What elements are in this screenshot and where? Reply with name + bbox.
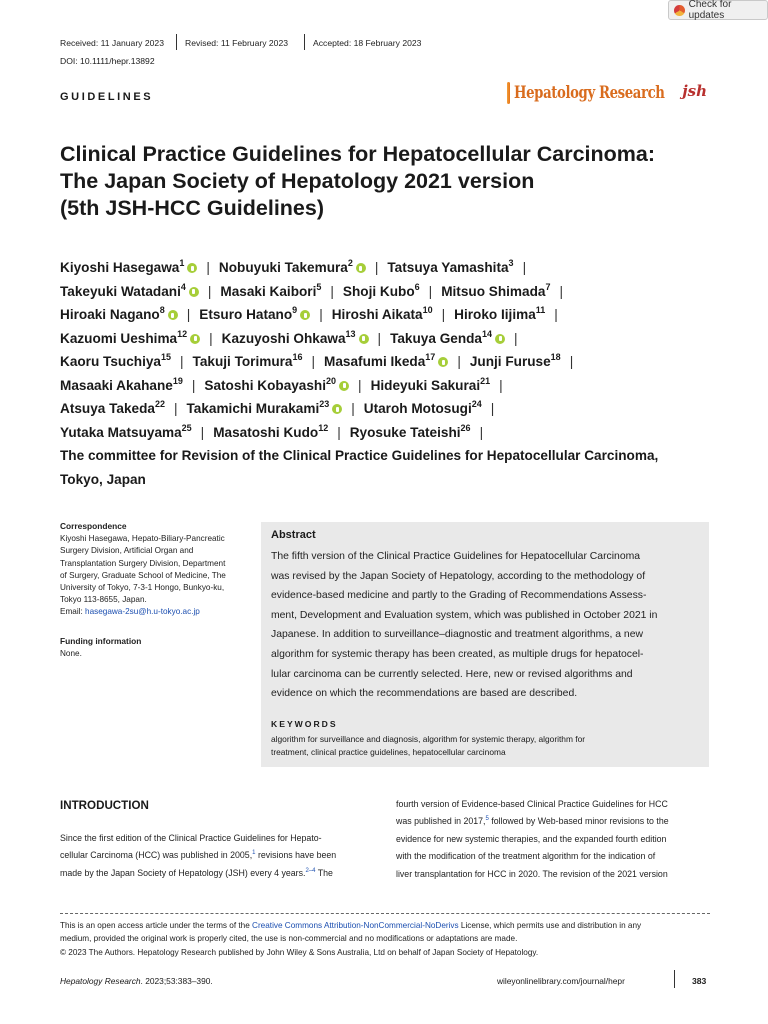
- author-separator: |: [319, 307, 323, 322]
- intro-text: evidence for new systemic therapies, and the expanded fourth edition: [396, 833, 667, 844]
- correspondence-email: [60, 606, 250, 618]
- affiliation-number: 1: [179, 258, 185, 268]
- author-line: [60, 397, 730, 421]
- author[interactable]: [470, 354, 561, 369]
- author[interactable]: [187, 401, 343, 416]
- author-separator: |: [206, 260, 210, 275]
- article-title: [60, 141, 720, 222]
- author-separator: |: [377, 330, 382, 346]
- intro-line: [60, 847, 373, 864]
- author-separator: |: [522, 260, 527, 275]
- email-label: Email:: [60, 607, 86, 617]
- orcid-icon[interactable]: [168, 310, 178, 320]
- affiliation-number: 21: [480, 375, 491, 386]
- author-separator: |: [330, 283, 334, 299]
- intro-line: [396, 866, 709, 883]
- intro-text: was published in 2017,: [396, 816, 486, 827]
- affiliation-number: 14: [482, 328, 493, 339]
- footnote-divider: [60, 913, 710, 914]
- license-notice: [60, 919, 715, 959]
- intro-line: [396, 831, 709, 848]
- author[interactable]: [349, 422, 471, 440]
- journal-name: Hepatology Research: [60, 976, 141, 986]
- intro-text: made by the Japan Society of Hepatology (JSH) every 4 years.: [60, 867, 306, 878]
- author-name: Kaoru Tsuchiya: [60, 354, 161, 369]
- affiliation-number: 17: [425, 352, 436, 362]
- title-line: (5th JSH-HCC Guidelines): [60, 196, 324, 220]
- affiliation-number: 11: [535, 305, 546, 315]
- orcid-icon[interactable]: [359, 334, 369, 344]
- author[interactable]: [220, 281, 322, 299]
- funding-text: None.: [60, 648, 82, 658]
- author-separator: |: [173, 401, 178, 416]
- author[interactable]: [342, 281, 420, 299]
- author[interactable]: [204, 375, 349, 393]
- author[interactable]: [387, 260, 513, 275]
- author-name: Hiroko Iijima: [454, 307, 536, 322]
- check-for-updates-label: Check for updates: [688, 0, 732, 21]
- orcid-icon[interactable]: [438, 357, 448, 367]
- affiliation-number: 26: [460, 422, 471, 433]
- affiliation-number: 15: [160, 352, 171, 362]
- author-separator: |: [554, 307, 558, 322]
- intro-text: with the modification of the treatment algorithm for the indication of: [396, 851, 656, 862]
- author-name: Hiroshi Aikata: [331, 307, 423, 322]
- author-name: Satoshi Kobayashi: [204, 377, 327, 393]
- author[interactable]: [364, 401, 482, 416]
- author[interactable]: [221, 328, 369, 346]
- abstract-line: algorithm for systemic therapy has been created, as multiple drugs for hepatocel-: [271, 648, 644, 660]
- author-separator: |: [200, 424, 205, 440]
- author-name: Shoji Kubo: [342, 283, 415, 299]
- author-separator: |: [337, 424, 341, 440]
- citation-ref[interactable]: 5: [485, 816, 489, 823]
- author-name: Kazuyoshi Ohkawa: [221, 330, 346, 346]
- author-separator: |: [351, 401, 355, 416]
- affiliation-number: 10: [422, 305, 433, 315]
- revised-date: Revised: 11 February 2023: [185, 38, 289, 48]
- author-name: Takuji Torimura: [192, 354, 293, 369]
- author-separator: |: [207, 283, 212, 299]
- author-separator: |: [514, 330, 518, 346]
- correspondence-line: Kiyoshi Hasegawa, Hepato-Biliary-Pancreatic: [60, 534, 225, 544]
- abstract-line: evidence on which the recommendations are based are described.: [271, 688, 578, 700]
- abstract-line: ment, Development and Evaluation system, which was published in October 2021 in: [271, 609, 658, 621]
- orcid-icon[interactable]: [356, 263, 366, 273]
- accepted-date: Accepted: 18 February 2023: [313, 38, 422, 48]
- correspondence-line: of Surgery, Graduate School of Medicine, The: [60, 570, 226, 580]
- title-line: Clinical Practice Guidelines for Hepatocellular Carcinoma:: [60, 142, 656, 166]
- author-name: Masaaki Akahane: [60, 377, 173, 393]
- author-separator: |: [180, 354, 184, 369]
- author-line: [60, 374, 730, 398]
- author[interactable]: [60, 375, 183, 393]
- author-name: Hideyuki Sakurai: [370, 377, 481, 393]
- abstract-line: evidence-based medicine and partly to the Grading of Recommendations Assess-: [271, 590, 647, 602]
- introduction-heading: INTRODUCTION: [60, 799, 149, 812]
- author-separator: |: [186, 307, 191, 322]
- author-name: Nobuyuki Takemura: [218, 260, 348, 275]
- affiliation-number: 7: [545, 281, 551, 292]
- author-line: [60, 280, 730, 304]
- header-divider: [176, 34, 177, 50]
- abstract-heading: Abstract: [271, 529, 316, 541]
- author[interactable]: [213, 422, 329, 440]
- section-label: GUIDELINES: [60, 91, 154, 103]
- intro-text: liver transplantation for HCC in 2020. The revision of the 2021 version: [396, 868, 668, 879]
- author-separator: |: [457, 354, 461, 369]
- citation-ref[interactable]: 1: [252, 850, 256, 857]
- author-separator: |: [191, 377, 196, 393]
- author-name: Junji Furuse: [469, 354, 551, 369]
- author-separator: |: [499, 377, 503, 393]
- author-line: [60, 350, 730, 374]
- journal-logo: [507, 80, 707, 106]
- check-for-updates-button[interactable]: [668, 0, 768, 20]
- orcid-icon[interactable]: [189, 287, 199, 297]
- author-name: Masafumi Ikeda: [324, 354, 426, 369]
- author-name: Ryosuke Tateishi: [349, 424, 461, 440]
- author-name: Kazuomi Ueshima: [60, 330, 178, 346]
- doi[interactable]: DOI: 10.1111/hepr.13892: [60, 56, 155, 66]
- affiliation-number: 12: [177, 328, 188, 339]
- affiliation-number: 22: [154, 399, 165, 409]
- license-link[interactable]: Creative Commons Attribution-NonCommercial-NoDerivs: [252, 921, 459, 930]
- introduction-right-column: [396, 796, 709, 883]
- correspondence-line: University of Tokyo, 7-3-1 Hongo, Bunkyo-ku,: [60, 583, 225, 593]
- author[interactable]: [60, 281, 199, 299]
- author-name: Yutaka Matsuyama: [60, 424, 182, 440]
- affiliation-number: 23: [319, 399, 330, 409]
- author[interactable]: [60, 354, 171, 369]
- author-separator: |: [209, 330, 213, 346]
- author[interactable]: [390, 328, 505, 346]
- author[interactable]: [454, 307, 545, 322]
- intro-text: fourth version of Evidence-based Clinical Practice Guidelines for HCC: [396, 799, 668, 809]
- abstract-box: [261, 522, 709, 767]
- author-separator: |: [374, 260, 379, 275]
- affiliation-number: 3: [508, 258, 514, 268]
- journal-website[interactable]: wileyonlinelibrary.com/journal/hepr: [497, 976, 625, 986]
- author-separator: |: [479, 424, 484, 440]
- author-name: Tatsuya Yamashita: [387, 260, 509, 275]
- abstract-line: lular carcinoma can be currently selected. Here, new or revised algorithms and: [271, 668, 633, 680]
- page-number: 383: [692, 976, 707, 986]
- author[interactable]: [60, 307, 178, 322]
- abstract-line: Japanese. In addition to surveillance–diagnostic and treatment algorithms, a new: [271, 629, 643, 641]
- citation-text: . 2023;53:383–390.: [140, 976, 213, 986]
- author-separator: |: [441, 307, 446, 322]
- correspondence-line: Transplantation Surgery Division, Department: [60, 558, 226, 568]
- title-line: The Japan Society of Hepatology 2021 version: [60, 169, 535, 193]
- author-name: Masatoshi Kudo: [213, 424, 319, 440]
- orcid-icon[interactable]: [332, 404, 342, 414]
- intro-text: revisions have been: [255, 850, 337, 861]
- author-name: Takamichi Murakami: [186, 401, 320, 416]
- crossmark-icon: [674, 5, 685, 16]
- email-link[interactable]: hasegawa-2su@h.u-tokyo.ac.jp: [85, 607, 200, 617]
- committee-affiliation: [60, 444, 730, 491]
- journal-citation: [60, 976, 213, 986]
- author[interactable]: [60, 328, 200, 346]
- affiliation-number: 2: [347, 258, 353, 268]
- intro-line: [396, 813, 709, 830]
- author-line: [60, 256, 730, 280]
- author[interactable]: [324, 354, 448, 369]
- keywords-label: KEYWORDS: [271, 719, 338, 729]
- license-line-1: [60, 919, 715, 932]
- author[interactable]: [441, 281, 551, 299]
- affiliation-number: 25: [181, 422, 192, 433]
- introduction-left-column: [60, 830, 373, 882]
- author-name: Utaroh Motosugi: [363, 401, 472, 416]
- correspondence-line: Tokyo 113-8655, Japan.: [60, 595, 147, 605]
- author-separator: |: [569, 354, 574, 369]
- author-line: [60, 303, 730, 327]
- affiliation-number: 6: [414, 281, 420, 292]
- keywords-line: treatment, clinical practice guidelines, hepatocellular carcinoma: [271, 746, 506, 757]
- correspondence-line: Surgery Division, Artificial Organ and: [60, 546, 194, 556]
- author-line: [60, 327, 730, 351]
- article-sidebar: [60, 520, 250, 660]
- abstract-line: was revised by the Japan Society of Hepatology, according to the methodology of: [271, 570, 646, 582]
- keywords-line: algorithm for surveillance and diagnosis, algorithm for systemic therapy, algorithm for: [271, 734, 586, 744]
- author-line: [60, 421, 730, 445]
- orcid-icon[interactable]: [190, 334, 200, 344]
- author-name: Atsuya Takeda: [60, 401, 155, 416]
- affiliation-number: 19: [172, 375, 183, 386]
- author[interactable]: [60, 260, 197, 275]
- copyright-line: © 2023 The Authors. Hepatology Research published by John Wiley & Sons Australia, Ltd on behalf of Japan Society of Hepatology.: [60, 947, 539, 957]
- license-text: License, which permits use and distribution in any: [458, 921, 642, 930]
- author-separator: |: [490, 401, 495, 416]
- footer-divider: [674, 970, 675, 988]
- author[interactable]: [193, 354, 303, 369]
- author-name: Etsuro Hatano: [199, 307, 293, 322]
- abstract-body: [271, 547, 701, 704]
- author-name: Hiroaki Nagano: [60, 307, 160, 322]
- abstract-line: The fifth version of the Clinical Practice Guidelines for Hepatocellular Carcinoma: [271, 551, 641, 562]
- license-text: This is an open access article under the terms of the: [60, 921, 253, 930]
- affiliation-number: 12: [318, 422, 329, 433]
- author-separator: |: [559, 283, 563, 299]
- orcid-icon[interactable]: [300, 310, 310, 320]
- jsh-logo: jsh: [682, 82, 707, 100]
- author-separator: |: [311, 354, 316, 369]
- committee-line: The committee for Revision of the Clinical Practice Guidelines for Hepatocellular Carcinoma,: [60, 448, 659, 463]
- header-divider: [304, 34, 305, 50]
- journal-logo-mark: [507, 82, 510, 104]
- intro-text: The: [315, 867, 333, 878]
- committee-line: Tokyo, Japan: [60, 471, 146, 487]
- affiliation-number: 9: [292, 305, 298, 315]
- received-date: Received: 11 January 2023: [60, 38, 164, 48]
- intro-text: Since the first edition of the Clinical Practice Guidelines for Hepato-: [60, 833, 322, 843]
- affiliation-number: 5: [316, 281, 322, 292]
- author-name: Takeyuki Watadani: [60, 283, 181, 299]
- intro-line: [396, 848, 709, 865]
- correspondence-title: Correspondence: [60, 521, 127, 531]
- orcid-icon[interactable]: [339, 381, 349, 391]
- author-name: Masaki Kaibori: [220, 283, 317, 299]
- license-line-2: medium, provided the original work is properly cited, the use is non-commercial and no modifications or adaptations are made.: [60, 934, 518, 944]
- author-list: [60, 256, 730, 444]
- author-name: Mitsuo Shimada: [441, 283, 546, 299]
- intro-text: cellular Carcinoma (HCC) was published in 2005,: [60, 850, 253, 861]
- author[interactable]: [332, 307, 433, 322]
- author-separator: |: [358, 377, 362, 393]
- author[interactable]: [60, 401, 165, 416]
- author-name: Takuya Genda: [390, 330, 482, 346]
- affiliation-number: 24: [471, 399, 482, 409]
- citation-ref[interactable]: 2–4: [305, 867, 316, 874]
- author-separator: |: [428, 283, 433, 299]
- author[interactable]: [199, 307, 310, 322]
- affiliation-number: 8: [159, 305, 165, 315]
- keywords-text: [271, 733, 701, 758]
- author[interactable]: [219, 260, 366, 275]
- affiliation-number: 16: [292, 352, 303, 362]
- affiliation-number: 18: [550, 352, 561, 362]
- orcid-icon[interactable]: [495, 334, 505, 344]
- intro-line: [396, 796, 709, 813]
- affiliation-number: 4: [180, 281, 186, 292]
- journal-logo-text: Hepatology Research: [514, 83, 665, 103]
- author[interactable]: [370, 375, 491, 393]
- affiliation-number: 20: [326, 375, 337, 386]
- orcid-icon[interactable]: [187, 263, 197, 273]
- author-name: Kiyoshi Hasegawa: [60, 260, 180, 275]
- affiliation-number: 13: [345, 328, 356, 339]
- intro-line: [60, 865, 373, 882]
- intro-line: [60, 830, 373, 847]
- intro-text: followed by Web-based minor revisions to the: [488, 816, 669, 827]
- funding-title: Funding information: [60, 635, 142, 646]
- author[interactable]: [60, 422, 192, 440]
